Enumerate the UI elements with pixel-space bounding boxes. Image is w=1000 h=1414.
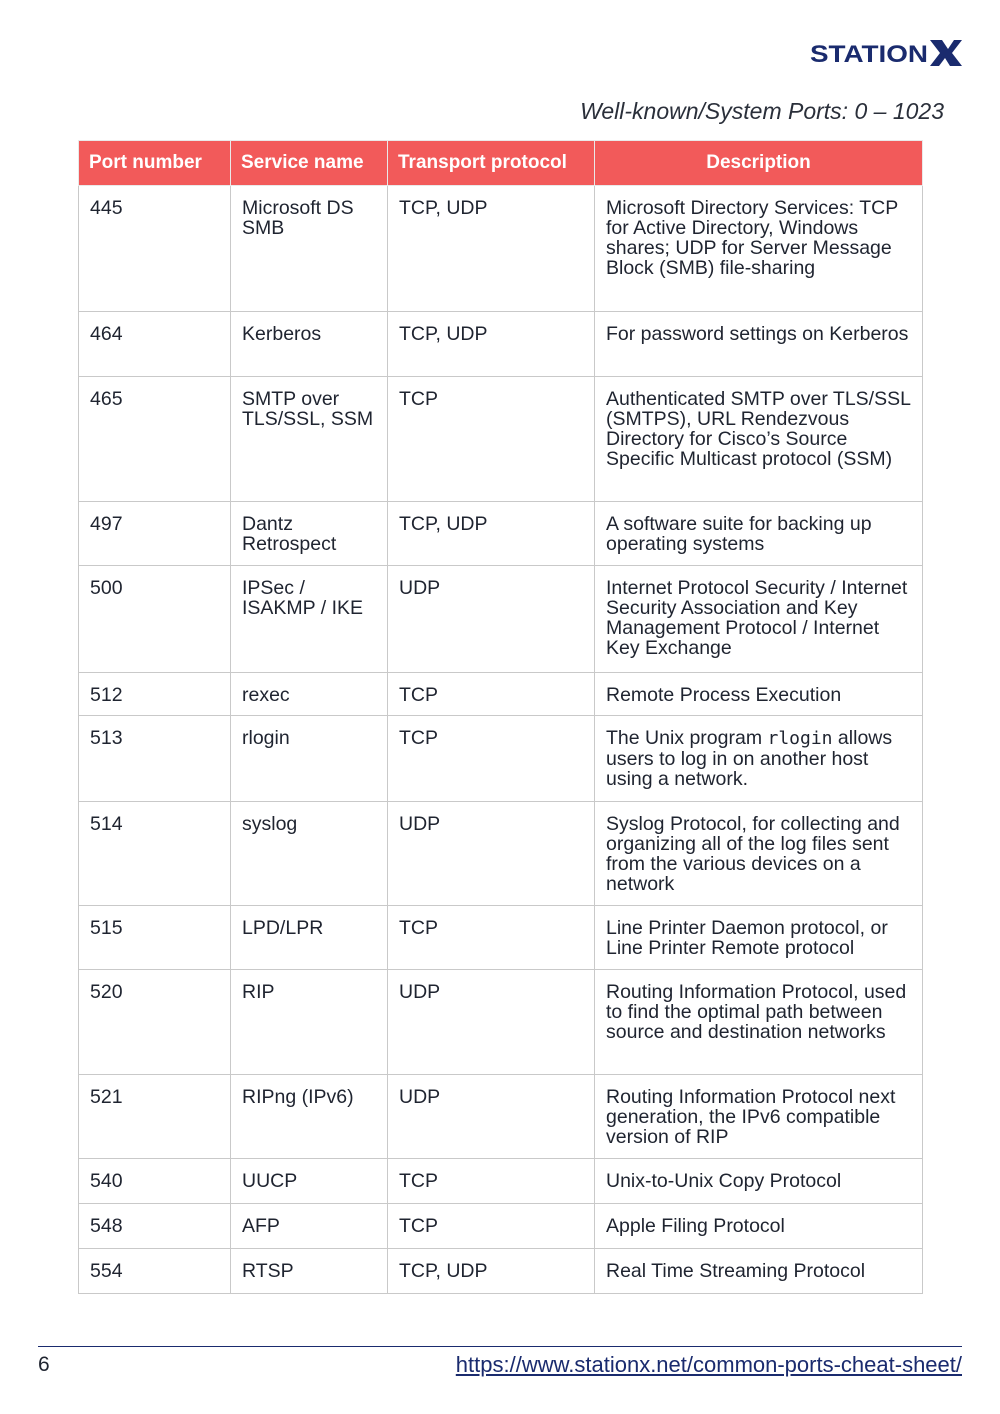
- description-text: The Unix program: [606, 727, 768, 749]
- description-cell: Unix-to-Unix Copy Protocol: [595, 1159, 923, 1204]
- stationx-logo-icon: [810, 38, 962, 68]
- port-cell: 520: [79, 970, 231, 1075]
- table-row: [79, 186, 923, 312]
- table-row: [79, 377, 923, 502]
- port-cell: 554: [79, 1249, 231, 1294]
- description-cell: Microsoft Directory Services: TCP for Active Directory, Windows shares; UDP for Server Message Block (SMB) file-sharing: [595, 186, 923, 312]
- service-cell: IPSec / ISAKMP / IKE: [231, 566, 388, 673]
- description-text: allows users to log in on another host using a network.: [606, 727, 893, 790]
- description-cell: Syslog Protocol, for collecting and organizing all of the log files sent from the various devices on a network: [595, 802, 923, 906]
- service-cell: LPD/LPR: [231, 906, 388, 970]
- ports-table: [78, 140, 923, 1294]
- table-row: [79, 673, 923, 716]
- protocol-cell: TCP, UDP: [388, 186, 595, 312]
- description-cell: A software suite for backing up operating systems: [595, 502, 923, 566]
- stationx-logo: [810, 38, 962, 68]
- table-row: [79, 1204, 923, 1249]
- table-header-row: [79, 141, 923, 186]
- protocol-cell: UDP: [388, 970, 595, 1075]
- description-cell: Authenticated SMTP over TLS/SSL (SMTPS), URL Rendezvous Directory for Cisco’s Source Specific Multicast protocol (SSM): [595, 377, 923, 502]
- table-row: [79, 802, 923, 906]
- column-header-service: Service name: [231, 141, 388, 186]
- protocol-cell: TCP: [388, 1204, 595, 1249]
- table-row: [79, 1249, 923, 1294]
- description-cell: For password settings on Kerberos: [595, 312, 923, 377]
- table-row: [79, 502, 923, 566]
- service-cell: Microsoft DS SMB: [231, 186, 388, 312]
- service-cell: Kerberos: [231, 312, 388, 377]
- service-cell: RTSP: [231, 1249, 388, 1294]
- description-cell: Apple Filing Protocol: [595, 1204, 923, 1249]
- page-number: 6: [38, 1353, 50, 1376]
- port-cell: 548: [79, 1204, 231, 1249]
- port-cell: 464: [79, 312, 231, 377]
- port-cell: 540: [79, 1159, 231, 1204]
- protocol-cell: TCP: [388, 1159, 595, 1204]
- description-cell: Real Time Streaming Protocol: [595, 1249, 923, 1294]
- protocol-cell: TCP, UDP: [388, 1249, 595, 1294]
- protocol-cell: TCP: [388, 716, 595, 802]
- svg-text:STATION: STATION: [810, 41, 928, 68]
- port-cell: 497: [79, 502, 231, 566]
- service-cell: rlogin: [231, 716, 388, 802]
- port-cell: 500: [79, 566, 231, 673]
- column-header-description: Description: [595, 141, 923, 186]
- port-cell: 514: [79, 802, 231, 906]
- description-cell: Routing Information Protocol next generation, the IPv6 compatible version of RIP: [595, 1075, 923, 1159]
- table-row: [79, 566, 923, 673]
- service-cell: Dantz Retrospect: [231, 502, 388, 566]
- service-cell: UUCP: [231, 1159, 388, 1204]
- protocol-cell: UDP: [388, 802, 595, 906]
- service-cell: rexec: [231, 673, 388, 716]
- footer-divider: [38, 1346, 962, 1347]
- rlogin-code: rlogin: [767, 728, 833, 749]
- table-row: [79, 906, 923, 970]
- description-cell: Remote Process Execution: [595, 673, 923, 716]
- port-cell: 513: [79, 716, 231, 802]
- description-cell: Line Printer Daemon protocol, or Line Printer Remote protocol: [595, 906, 923, 970]
- protocol-cell: UDP: [388, 566, 595, 673]
- port-cell: 521: [79, 1075, 231, 1159]
- protocol-cell: TCP, UDP: [388, 312, 595, 377]
- protocol-cell: TCP: [388, 377, 595, 502]
- protocol-cell: UDP: [388, 1075, 595, 1159]
- port-cell: 445: [79, 186, 231, 312]
- protocol-cell: TCP: [388, 906, 595, 970]
- protocol-cell: TCP: [388, 673, 595, 716]
- service-cell: RIPng (IPv6): [231, 1075, 388, 1159]
- service-cell: syslog: [231, 802, 388, 906]
- port-cell: 465: [79, 377, 231, 502]
- protocol-cell: TCP, UDP: [388, 502, 595, 566]
- service-cell: SMTP over TLS/SSL, SSM: [231, 377, 388, 502]
- table-row: [79, 1159, 923, 1204]
- column-header-protocol: Transport protocol: [388, 141, 595, 186]
- port-cell: 515: [79, 906, 231, 970]
- footer-url-link[interactable]: https://www.stationx.net/common-ports-cheat-sheet/: [455, 1352, 962, 1377]
- description-cell: Internet Protocol Security / Internet Security Association and Key Management Protocol / Internet Key Exchange: [595, 566, 923, 673]
- service-cell: RIP: [231, 970, 388, 1075]
- table-row: [79, 312, 923, 377]
- port-cell: 512: [79, 673, 231, 716]
- table-row: [79, 1075, 923, 1159]
- table-row: [79, 970, 923, 1075]
- page-subtitle: Well-known/System Ports: 0 – 1023: [580, 98, 944, 124]
- service-cell: AFP: [231, 1204, 388, 1249]
- description-cell: Routing Information Protocol, used to find the optimal path between source and destination networks: [595, 970, 923, 1075]
- column-header-port: Port number: [79, 141, 231, 186]
- table-row: [79, 716, 923, 802]
- description-cell: [595, 716, 923, 802]
